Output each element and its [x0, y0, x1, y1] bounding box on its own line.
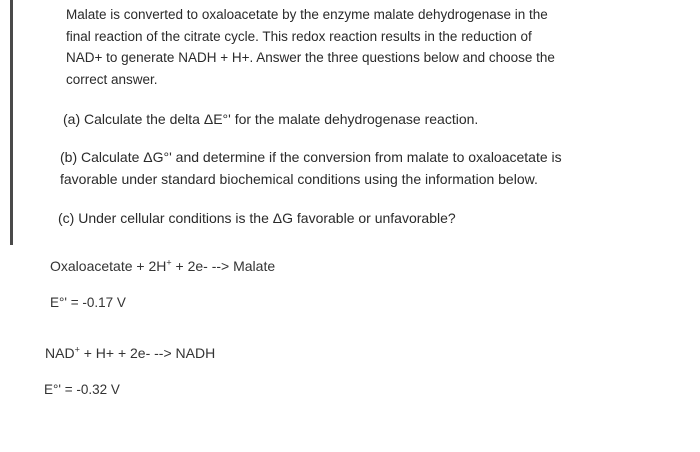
reaction-nad	[45, 343, 215, 363]
reaction-1-left: Oxaloacetate + 2H	[50, 258, 167, 274]
question-b-line-1: (b) Calculate ΔG°' and determine if the conversion from malate to oxaloacetate is	[60, 149, 562, 165]
intro-line-1: Malate is converted to oxaloacetate by the enzyme malate dehydrogenase in the	[66, 7, 548, 22]
question-c: (c) Under cellular conditions is the ΔG favorable or unfavorable?	[58, 210, 456, 226]
reaction-oxaloacetate	[50, 256, 275, 276]
reaction-2-left: NAD	[45, 345, 75, 361]
question-b	[60, 146, 685, 190]
potential-nad: E°' = -0.32 V	[44, 382, 120, 397]
reaction-1-charge: +	[166, 257, 172, 268]
intro-line-4: correct answer.	[66, 71, 158, 87]
reaction-2-right: + H+ + 2e- --> NADH	[79, 345, 216, 361]
intro-line-2: final reaction of the citrate cycle. This redox reaction results in the reduction of	[66, 28, 532, 44]
reaction-1-right: + 2e- --> Malate	[171, 258, 276, 274]
question-b-line-2: favorable under standard biochemical conditions using the information below.	[60, 171, 538, 187]
potential-oxaloacetate: E°' = -0.17 V	[50, 295, 126, 310]
question-a: (a) Calculate the delta ΔE°' for the malate dehydrogenase reaction.	[63, 111, 479, 127]
intro-line-3: NAD+ to generate NADH + H+. Answer the three questions below and choose the	[66, 50, 555, 65]
reaction-2-charge: +	[74, 344, 80, 355]
left-edge-bar	[10, 0, 13, 245]
intro-paragraph	[66, 4, 691, 90]
